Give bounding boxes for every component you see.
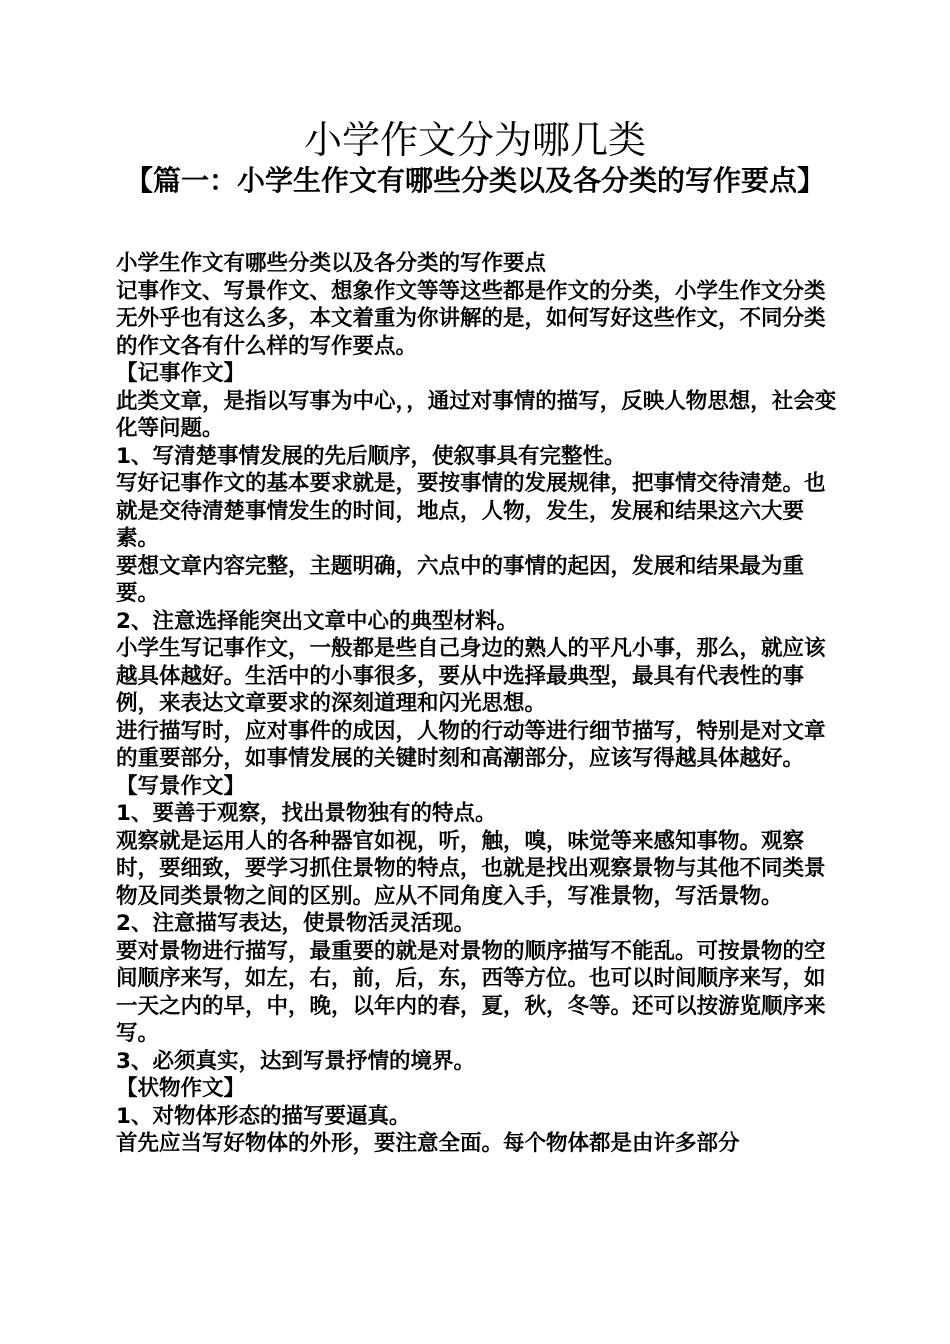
paragraph: 1、要善于观察，找出景物独有的特点。 (116, 801, 497, 826)
paragraph: 要想文章内容完整，主题明确，六点中的事情的起因，发展和结果最为重要。 (116, 553, 805, 606)
paragraph: 写好记事作文的基本要求就是，要按事情的发展规律，把事情交待清楚。也就是交待清楚事情发生的时间，地点，人物，发生，发展和结果这六大要素。 (116, 471, 826, 551)
paragraph: 1、对物体形态的描写要逼真。 (116, 1103, 411, 1129)
paragraph: 小学生作文有哪些分类以及各分类的写作要点 (116, 251, 547, 276)
document-subtitle: 【篇一：小学生作文有哪些分类以及各分类的写作要点】 (124, 164, 825, 197)
paragraph: 1、写清楚事情发展的先后顺序，使叙事具有完整性。 (116, 443, 626, 469)
document-title: 小学作文分为哪几类 (303, 118, 646, 162)
paragraph: 观察就是运用人的各种器官如视，听，触，嗅，味觉等来感知事物。观察时，要细致，要学习抓住景物的特点，也就是找出观察景物与其他不同类景物及同类景物之间的区别。应从不同角度入手，写准景物，写活景物。 (116, 828, 826, 909)
paragraph: 2、注意描写表达，使景物活灵活现。 (116, 911, 475, 936)
section-heading: 【状物作文】 (116, 1076, 246, 1101)
paragraph: 小学生写记事作文，一般都是些自己身边的熟人的平凡小事，那么，就应该越具体越好。生活中的小事很多，要从中选择最典型，最具有代表性的事例，来表达文章要求的深刻道理和闪光思想。 (116, 636, 826, 716)
paragraph: 记事作文、写景作文、想象作文等等这些都是作文的分类，小学生作文分类无外乎也有这么多，本文着重为你讲解的是，如何写好这些作文，不同分类的作文各有什么样的写作要点。 (116, 278, 826, 359)
document-body (116, 250, 846, 1158)
paragraph: 此类文章，是指以写事为中心，，通过对事情的描写，反映人物思想，社会变化等问题。 (116, 388, 837, 441)
paragraph: 要对景物进行描写，最重要的就是对景物的顺序描写不能乱。可按景物的空间顺序来写，如左，右，前，后，东，西等方位。也可以时间顺序来写，如一天之内的早，中，晚，以年内的春，夏，秋，冬等。还可以按游览顺序来写。 (116, 938, 826, 1046)
paragraph: 2、注意选择能突出文章中心的典型材料。 (116, 608, 518, 634)
paragraph: 进行描写时，应对事件的成因，人物的行动等进行细节描写，特别是对文章的重要部分，如事情发展的关键时刻和高潮部分，应该写得越具体越好。 (116, 718, 826, 771)
section-heading: 【记事作文】 (116, 361, 246, 386)
paragraph: 3、必须真实，达到写景抒情的境界。 (116, 1048, 475, 1074)
section-heading: 【写景作文】 (116, 773, 246, 799)
paragraph: 首先应当写好物体的外形，要注意全面。每个物体都是由许多部分 (116, 1131, 740, 1156)
